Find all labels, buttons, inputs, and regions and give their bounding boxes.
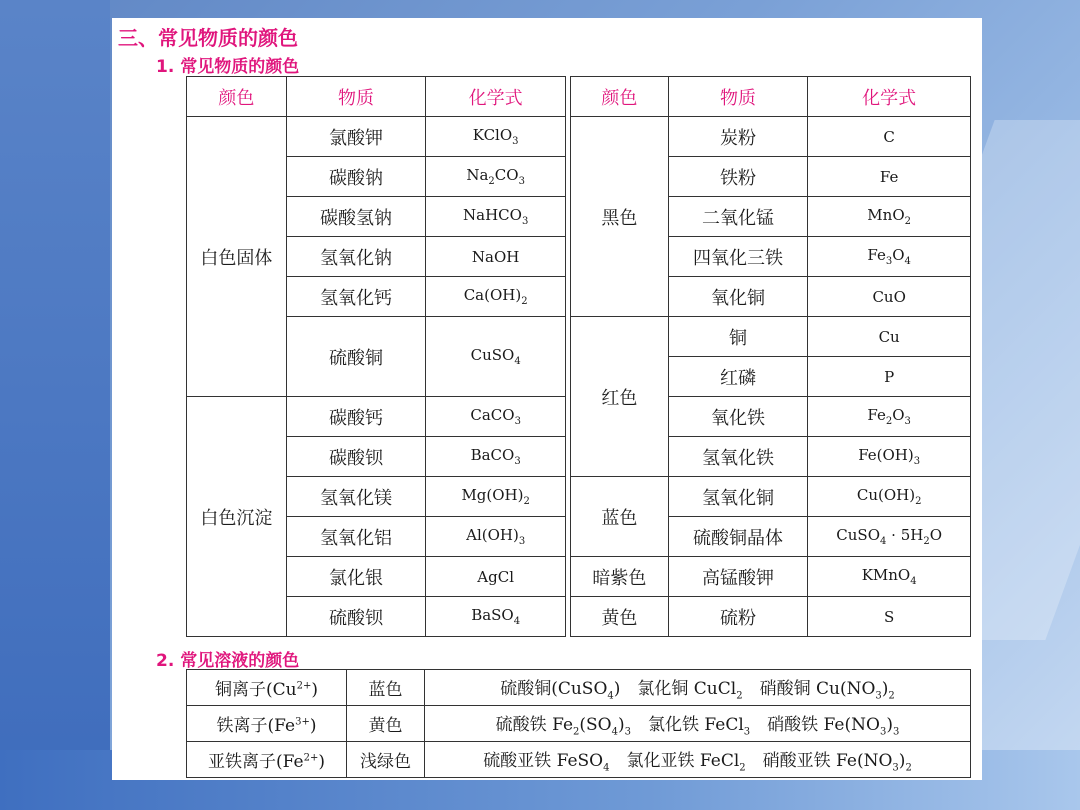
solution-color: 蓝色 bbox=[347, 670, 425, 706]
substance-name: 碳酸氢钠 bbox=[286, 197, 426, 237]
formula: CaCO$_3$ bbox=[426, 397, 566, 437]
group-red: 红色 bbox=[571, 317, 669, 477]
formula: $Mg(OH)_2$ bbox=[426, 477, 566, 517]
group-white-precipitate: 白色沉淀 bbox=[187, 397, 287, 637]
formula: MnO$_2$ bbox=[808, 197, 971, 237]
substance-name: 碳酸钙 bbox=[286, 397, 426, 437]
substance-name: 二氧化锰 bbox=[668, 197, 808, 237]
formula: KClO$_3$ bbox=[426, 117, 566, 157]
solution-examples: 硫酸铁 $Fe_2(SO_4)_3$ 氯化铁 FeCl$_3$ 硝酸铁 $Fe(NO_3)_3$ bbox=[425, 706, 971, 742]
substance-name: 铁粉 bbox=[668, 157, 808, 197]
substance-name: 氢氧化钠 bbox=[286, 237, 426, 277]
table-row bbox=[187, 317, 971, 357]
table-row bbox=[187, 742, 971, 778]
formula: CuSO$_4$ · $5H_2O$ bbox=[808, 517, 971, 557]
header-color: 颜色 bbox=[187, 77, 287, 117]
substance-name: 炭粉 bbox=[668, 117, 808, 157]
slide-page bbox=[112, 18, 982, 780]
substance-name: 硫酸铜 bbox=[286, 317, 426, 397]
formula: CuO bbox=[808, 277, 971, 317]
formula: NaHCO$_3$ bbox=[426, 197, 566, 237]
header-substance: 物质 bbox=[668, 77, 808, 117]
substance-name: 硫粉 bbox=[668, 597, 808, 637]
formula: S bbox=[808, 597, 971, 637]
column-gap bbox=[566, 357, 571, 397]
formula: $Al(OH)_3$ bbox=[426, 517, 566, 557]
table-row bbox=[187, 117, 971, 157]
substance-name: 碳酸钡 bbox=[286, 437, 426, 477]
formula: BaSO$_4$ bbox=[426, 597, 566, 637]
table-row bbox=[187, 477, 971, 517]
substance-color-table bbox=[186, 76, 971, 637]
group-blue: 蓝色 bbox=[571, 477, 669, 557]
group-black: 黑色 bbox=[571, 117, 669, 317]
ion-name: 铜离子$(Cu^{2+})$ bbox=[187, 670, 347, 706]
formula: $Na_2CO_3$ bbox=[426, 157, 566, 197]
column-gap bbox=[566, 517, 571, 557]
substance-name: 氢氧化镁 bbox=[286, 477, 426, 517]
substance-name: 氯酸钾 bbox=[286, 117, 426, 157]
substance-name: 红磷 bbox=[668, 357, 808, 397]
solution-examples: 硫酸亚铁 FeSO$_4$ 氯化亚铁 FeCl$_2$ 硝酸亚铁 $Fe(NO_3)_2$ bbox=[425, 742, 971, 778]
substance-name: 氢氧化铜 bbox=[668, 477, 808, 517]
formula: $Ca(OH)_2$ bbox=[426, 277, 566, 317]
ion-name: 铁离子$(Fe^{3+})$ bbox=[187, 706, 347, 742]
substance-name: 硫酸钡 bbox=[286, 597, 426, 637]
header-color: 颜色 bbox=[571, 77, 669, 117]
substance-name: 氢氧化铁 bbox=[668, 437, 808, 477]
formula: $Cu(OH)_2$ bbox=[808, 477, 971, 517]
column-gap bbox=[566, 237, 571, 277]
formula: AgCl bbox=[426, 557, 566, 597]
formula: BaCO$_3$ bbox=[426, 437, 566, 477]
substance-name: 氢氧化钙 bbox=[286, 277, 426, 317]
header-substance: 物质 bbox=[286, 77, 426, 117]
header-formula: 化学式 bbox=[426, 77, 566, 117]
table-row bbox=[187, 597, 971, 637]
substance-name: 碳酸钠 bbox=[286, 157, 426, 197]
column-gap bbox=[566, 397, 571, 437]
ion-name: 亚铁离子$(Fe^{2+})$ bbox=[187, 742, 347, 778]
group-dark-purple: 暗紫色 bbox=[571, 557, 669, 597]
table-row bbox=[187, 670, 971, 706]
column-gap bbox=[566, 437, 571, 477]
formula: P bbox=[808, 357, 971, 397]
section-heading-substances: 1. 常见物质的颜色 bbox=[156, 57, 300, 77]
table-header-row bbox=[187, 77, 971, 117]
column-gap bbox=[566, 277, 571, 317]
column-gap bbox=[566, 157, 571, 197]
substance-name: 氧化铜 bbox=[668, 277, 808, 317]
substance-name: 高锰酸钾 bbox=[668, 557, 808, 597]
formula: NaOH bbox=[426, 237, 566, 277]
column-gap bbox=[566, 197, 571, 237]
table-row bbox=[187, 706, 971, 742]
formula: C bbox=[808, 117, 971, 157]
solution-examples: 硫酸铜(CuSO$_4$) 氯化铜 CuCl$_2$ 硝酸铜 $Cu(NO_3)_2$ bbox=[425, 670, 971, 706]
substance-name: 氢氧化铝 bbox=[286, 517, 426, 557]
solution-color: 黄色 bbox=[347, 706, 425, 742]
formula: $Fe_3O_4$ bbox=[808, 237, 971, 277]
header-formula: 化学式 bbox=[808, 77, 971, 117]
formula: CuSO$_4$ bbox=[426, 317, 566, 397]
formula: Fe bbox=[808, 157, 971, 197]
substance-name: 四氧化三铁 bbox=[668, 237, 808, 277]
group-yellow: 黄色 bbox=[571, 597, 669, 637]
formula: $Fe_2O_3$ bbox=[808, 397, 971, 437]
substance-name: 氧化铁 bbox=[668, 397, 808, 437]
section-heading-solutions: 2. 常见溶液的颜色 bbox=[156, 651, 300, 671]
substance-name: 铜 bbox=[668, 317, 808, 357]
group-white-solid: 白色固体 bbox=[187, 117, 287, 397]
formula: KMnO$_4$ bbox=[808, 557, 971, 597]
solution-color-table bbox=[186, 669, 971, 778]
formula: $Fe(OH)_3$ bbox=[808, 437, 971, 477]
formula: Cu bbox=[808, 317, 971, 357]
table-row bbox=[187, 557, 971, 597]
background-panel bbox=[0, 0, 110, 810]
slide-title: 三、常见物质的颜色 bbox=[118, 26, 298, 50]
solution-color: 浅绿色 bbox=[347, 742, 425, 778]
substance-name: 硫酸铜晶体 bbox=[668, 517, 808, 557]
substance-name: 氯化银 bbox=[286, 557, 426, 597]
